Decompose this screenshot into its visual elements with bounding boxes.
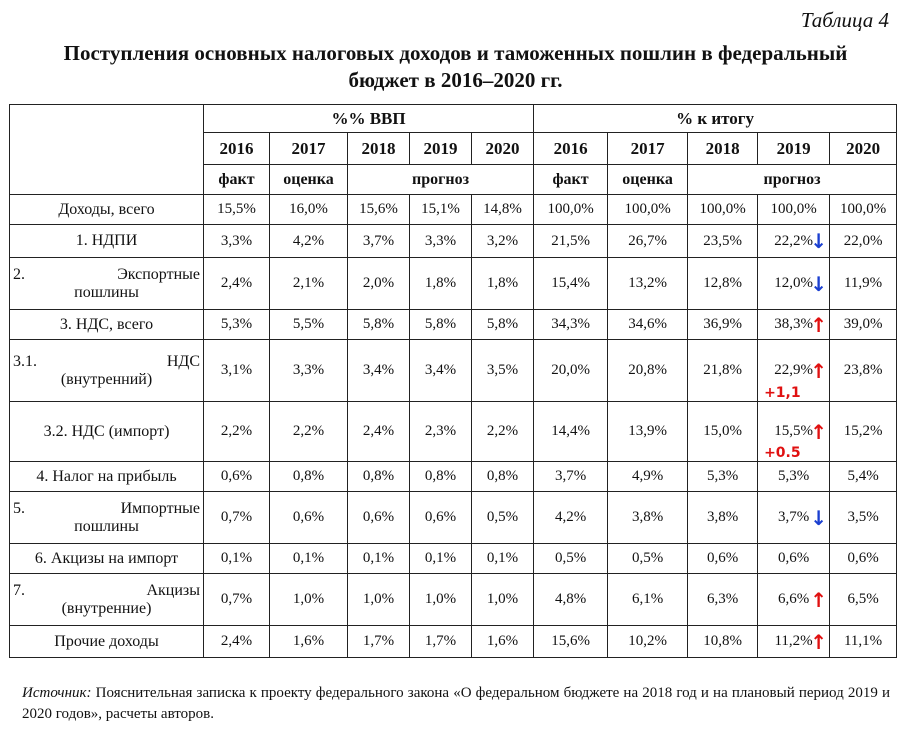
table-row — [10, 402, 897, 462]
gdp-share-cell: 2,1% — [270, 258, 348, 310]
status-fact: факт — [534, 165, 608, 195]
total-share-cell — [758, 310, 830, 340]
status-forecast: прогноз — [348, 165, 534, 195]
year-header: 2017 — [270, 133, 348, 165]
gdp-share-cell: 2,3% — [410, 402, 472, 462]
year-header: 2018 — [348, 133, 410, 165]
table-row — [10, 195, 897, 225]
handwritten-up-arrow-icon: ↑ — [810, 358, 828, 383]
total-share-cell: 20,8% — [608, 340, 688, 402]
gdp-share-cell: 3,3% — [410, 225, 472, 258]
total-share-cell: 20,0% — [534, 340, 608, 402]
total-share-cell: 13,9% — [608, 402, 688, 462]
total-share-cell: 22,0% — [830, 225, 897, 258]
gdp-share-cell: 1,0% — [410, 574, 472, 626]
total-share-cell: 6,1% — [608, 574, 688, 626]
total-share-cell: 0,5% — [534, 544, 608, 574]
handwritten-down-arrow-icon: ↓ — [810, 505, 828, 530]
gdp-share-cell: 1,8% — [410, 258, 472, 310]
gdp-share-cell: 0,8% — [410, 462, 472, 492]
row-label: 3.2. НДС (импорт) — [10, 402, 204, 462]
source-note — [22, 683, 890, 725]
total-share-cell: 13,2% — [608, 258, 688, 310]
total-share-cell: 100,0% — [534, 195, 608, 225]
total-share-cell: 3,7% — [534, 462, 608, 492]
total-share-cell: 11,1% — [830, 626, 897, 658]
gdp-share-cell: 0,5% — [472, 492, 534, 544]
handwritten-down-arrow-icon: ↓ — [810, 271, 828, 296]
gdp-share-cell: 5,5% — [270, 310, 348, 340]
total-share-cell: 23,8% — [830, 340, 897, 402]
group-header-gdp: %% ВВП — [204, 105, 534, 133]
total-share-value: 15,5% — [774, 423, 813, 439]
total-share-cell — [758, 258, 830, 310]
source-text: Пояснительная записка к проекту федерального закона «О федеральном бюджете на 2018 год и на плановый период 2019 и 2020 годов», расчеты авторов. — [22, 685, 890, 722]
header-empty-cell — [10, 105, 204, 195]
gdp-share-cell: 4,2% — [270, 225, 348, 258]
status-estimate: оценка — [270, 165, 348, 195]
total-share-cell: 26,7% — [608, 225, 688, 258]
gdp-share-cell: 3,2% — [472, 225, 534, 258]
total-share-value: 38,3% — [774, 316, 813, 332]
total-share-cell: 10,8% — [688, 626, 758, 658]
gdp-share-cell: 0,6% — [270, 492, 348, 544]
total-share-value: 3,7% — [777, 509, 810, 525]
table-row — [10, 340, 897, 402]
total-share-cell: 4,9% — [608, 462, 688, 492]
total-share-cell: 15,4% — [534, 258, 608, 310]
gdp-share-cell: 0,1% — [348, 544, 410, 574]
year-header: 2017 — [608, 133, 688, 165]
gdp-share-cell: 0,6% — [410, 492, 472, 544]
table-row — [10, 258, 897, 310]
gdp-share-cell: 2,2% — [204, 402, 270, 462]
row-label: 1. НДПИ — [10, 225, 204, 258]
total-share-cell: 14,4% — [534, 402, 608, 462]
gdp-share-cell: 0,6% — [204, 462, 270, 492]
total-share-cell: 34,3% — [534, 310, 608, 340]
revenue-table — [9, 104, 897, 658]
gdp-share-cell: 3,1% — [204, 340, 270, 402]
table-title — [0, 40, 911, 94]
total-share-cell: 5,3% — [688, 462, 758, 492]
gdp-share-cell: 2,2% — [270, 402, 348, 462]
status-estimate: оценка — [608, 165, 688, 195]
total-share-cell — [758, 574, 830, 626]
row-label-number: 7. — [13, 581, 25, 599]
total-share-cell — [758, 626, 830, 658]
year-header: 2019 — [758, 133, 830, 165]
gdp-share-cell: 5,8% — [472, 310, 534, 340]
total-share-cell: 23,5% — [688, 225, 758, 258]
total-share-value: 22,9% — [774, 362, 813, 378]
row-label-word: НДС — [166, 352, 200, 370]
row-label-word: Импортные — [120, 499, 200, 517]
gdp-share-cell: 2,4% — [204, 258, 270, 310]
total-share-cell: 0,6% — [688, 544, 758, 574]
gdp-share-cell: 1,7% — [410, 626, 472, 658]
total-share-cell: 12,8% — [688, 258, 758, 310]
total-share-cell: 5,4% — [830, 462, 897, 492]
table-row — [10, 492, 897, 544]
gdp-share-cell: 3,5% — [472, 340, 534, 402]
status-fact: факт — [204, 165, 270, 195]
gdp-share-cell: 3,3% — [270, 340, 348, 402]
total-share-cell: 100,0% — [830, 195, 897, 225]
row-label-word: Экспортные — [117, 265, 200, 283]
row-label-word: Акцизы — [146, 581, 200, 599]
row-label-number: 2. — [13, 265, 25, 283]
table-row — [10, 626, 897, 658]
gdp-share-cell: 2,4% — [348, 402, 410, 462]
total-share-cell — [758, 402, 830, 462]
table-row — [10, 225, 897, 258]
total-share-cell: 3,8% — [688, 492, 758, 544]
total-share-value: 12,0% — [774, 275, 813, 291]
total-share-cell: 100,0% — [608, 195, 688, 225]
gdp-share-cell: 0,1% — [410, 544, 472, 574]
status-forecast: прогноз — [688, 165, 897, 195]
total-share-cell: 4,2% — [534, 492, 608, 544]
row-label-continuation: (внутренние) — [61, 599, 152, 617]
gdp-share-cell: 2,2% — [472, 402, 534, 462]
gdp-share-cell: 3,4% — [348, 340, 410, 402]
total-share-value: 11,2% — [774, 633, 813, 649]
total-share-cell: 15,0% — [688, 402, 758, 462]
gdp-share-cell: 5,8% — [348, 310, 410, 340]
total-share-cell: 100,0% — [688, 195, 758, 225]
gdp-share-cell: 15,1% — [410, 195, 472, 225]
total-share-cell: 6,3% — [688, 574, 758, 626]
total-share-cell: 21,8% — [688, 340, 758, 402]
gdp-share-cell: 1,6% — [472, 626, 534, 658]
handwritten-note: +0.5 — [764, 445, 801, 461]
gdp-share-cell: 0,1% — [270, 544, 348, 574]
row-label-number: 3.1. — [13, 352, 37, 370]
gdp-share-cell: 1,6% — [270, 626, 348, 658]
gdp-share-cell: 5,3% — [204, 310, 270, 340]
gdp-share-cell: 0,7% — [204, 492, 270, 544]
total-share-cell: 21,5% — [534, 225, 608, 258]
total-share-cell: 10,2% — [608, 626, 688, 658]
total-share-cell: 34,6% — [608, 310, 688, 340]
group-header-total: % к итогу — [534, 105, 897, 133]
title-line-1: Поступления основных налоговых доходов и таможенных пошлин в федеральный — [63, 41, 848, 65]
gdp-share-cell: 0,6% — [348, 492, 410, 544]
gdp-share-cell: 14,8% — [472, 195, 534, 225]
row-label: 3. НДС, всего — [10, 310, 204, 340]
handwritten-up-arrow-icon: ↑ — [810, 587, 828, 612]
gdp-share-cell: 1,0% — [348, 574, 410, 626]
source-label: Источник: — [22, 685, 92, 701]
handwritten-up-arrow-icon: ↑ — [810, 629, 828, 654]
row-label-continuation: пошлины — [74, 283, 139, 301]
gdp-share-cell: 0,7% — [204, 574, 270, 626]
gdp-share-cell: 3,4% — [410, 340, 472, 402]
total-share-cell: 15,6% — [534, 626, 608, 658]
total-share-cell: 3,5% — [830, 492, 897, 544]
gdp-share-cell: 0,8% — [270, 462, 348, 492]
total-share-cell: 0,5% — [608, 544, 688, 574]
total-share-cell: 4,8% — [534, 574, 608, 626]
handwritten-up-arrow-icon: ↑ — [810, 419, 828, 444]
total-share-cell: 6,5% — [830, 574, 897, 626]
table-row — [10, 462, 897, 492]
row-label: 4. Налог на прибыль — [10, 462, 204, 492]
total-share-cell — [758, 225, 830, 258]
handwritten-down-arrow-icon: ↓ — [810, 229, 828, 253]
total-share-cell: 36,9% — [688, 310, 758, 340]
year-header: 2020 — [830, 133, 897, 165]
gdp-share-cell: 3,3% — [204, 225, 270, 258]
gdp-share-cell: 1,7% — [348, 626, 410, 658]
table-row — [10, 574, 897, 626]
gdp-share-cell: 0,1% — [204, 544, 270, 574]
year-header: 2016 — [534, 133, 608, 165]
total-share-cell: 3,8% — [608, 492, 688, 544]
row-label: Прочие доходы — [10, 626, 204, 658]
row-label — [10, 574, 204, 626]
row-label-number: 5. — [13, 499, 25, 517]
gdp-share-cell: 0,8% — [348, 462, 410, 492]
row-label — [10, 492, 204, 544]
gdp-share-cell: 16,0% — [270, 195, 348, 225]
handwritten-note: +1,1 — [764, 385, 801, 401]
total-share-cell: 11,9% — [830, 258, 897, 310]
year-header: 2020 — [472, 133, 534, 165]
gdp-share-cell: 5,8% — [410, 310, 472, 340]
gdp-share-cell: 1,8% — [472, 258, 534, 310]
gdp-share-cell: 3,7% — [348, 225, 410, 258]
row-label: Доходы, всего — [10, 195, 204, 225]
total-share-value: 6,6% — [777, 591, 810, 607]
gdp-share-cell: 1,0% — [270, 574, 348, 626]
total-share-cell: 0,6% — [758, 544, 830, 574]
gdp-share-cell: 0,8% — [472, 462, 534, 492]
row-label — [10, 340, 204, 402]
year-header: 2018 — [688, 133, 758, 165]
row-label-continuation: пошлины — [74, 517, 139, 535]
total-share-cell: 15,2% — [830, 402, 897, 462]
row-label — [10, 258, 204, 310]
total-share-cell: 5,3% — [758, 462, 830, 492]
total-share-cell: 100,0% — [758, 195, 830, 225]
year-header: 2016 — [204, 133, 270, 165]
year-header: 2019 — [410, 133, 472, 165]
table-row — [10, 310, 897, 340]
table-number: Таблица 4 — [800, 8, 889, 32]
handwritten-up-arrow-icon: ↑ — [810, 312, 828, 337]
gdp-share-cell: 0,1% — [472, 544, 534, 574]
total-share-value: 22,2% — [774, 232, 813, 249]
total-share-cell: 0,6% — [830, 544, 897, 574]
total-share-cell: 39,0% — [830, 310, 897, 340]
row-label: 6. Акцизы на импорт — [10, 544, 204, 574]
total-share-cell — [758, 340, 830, 402]
row-label-continuation: (внутренний) — [60, 370, 153, 388]
gdp-share-cell: 15,6% — [348, 195, 410, 225]
table-row — [10, 544, 897, 574]
title-line-2: бюджет в 2016–2020 гг. — [348, 68, 563, 92]
gdp-share-cell: 2,4% — [204, 626, 270, 658]
gdp-share-cell: 2,0% — [348, 258, 410, 310]
gdp-share-cell: 1,0% — [472, 574, 534, 626]
gdp-share-cell: 15,5% — [204, 195, 270, 225]
total-share-cell — [758, 492, 830, 544]
